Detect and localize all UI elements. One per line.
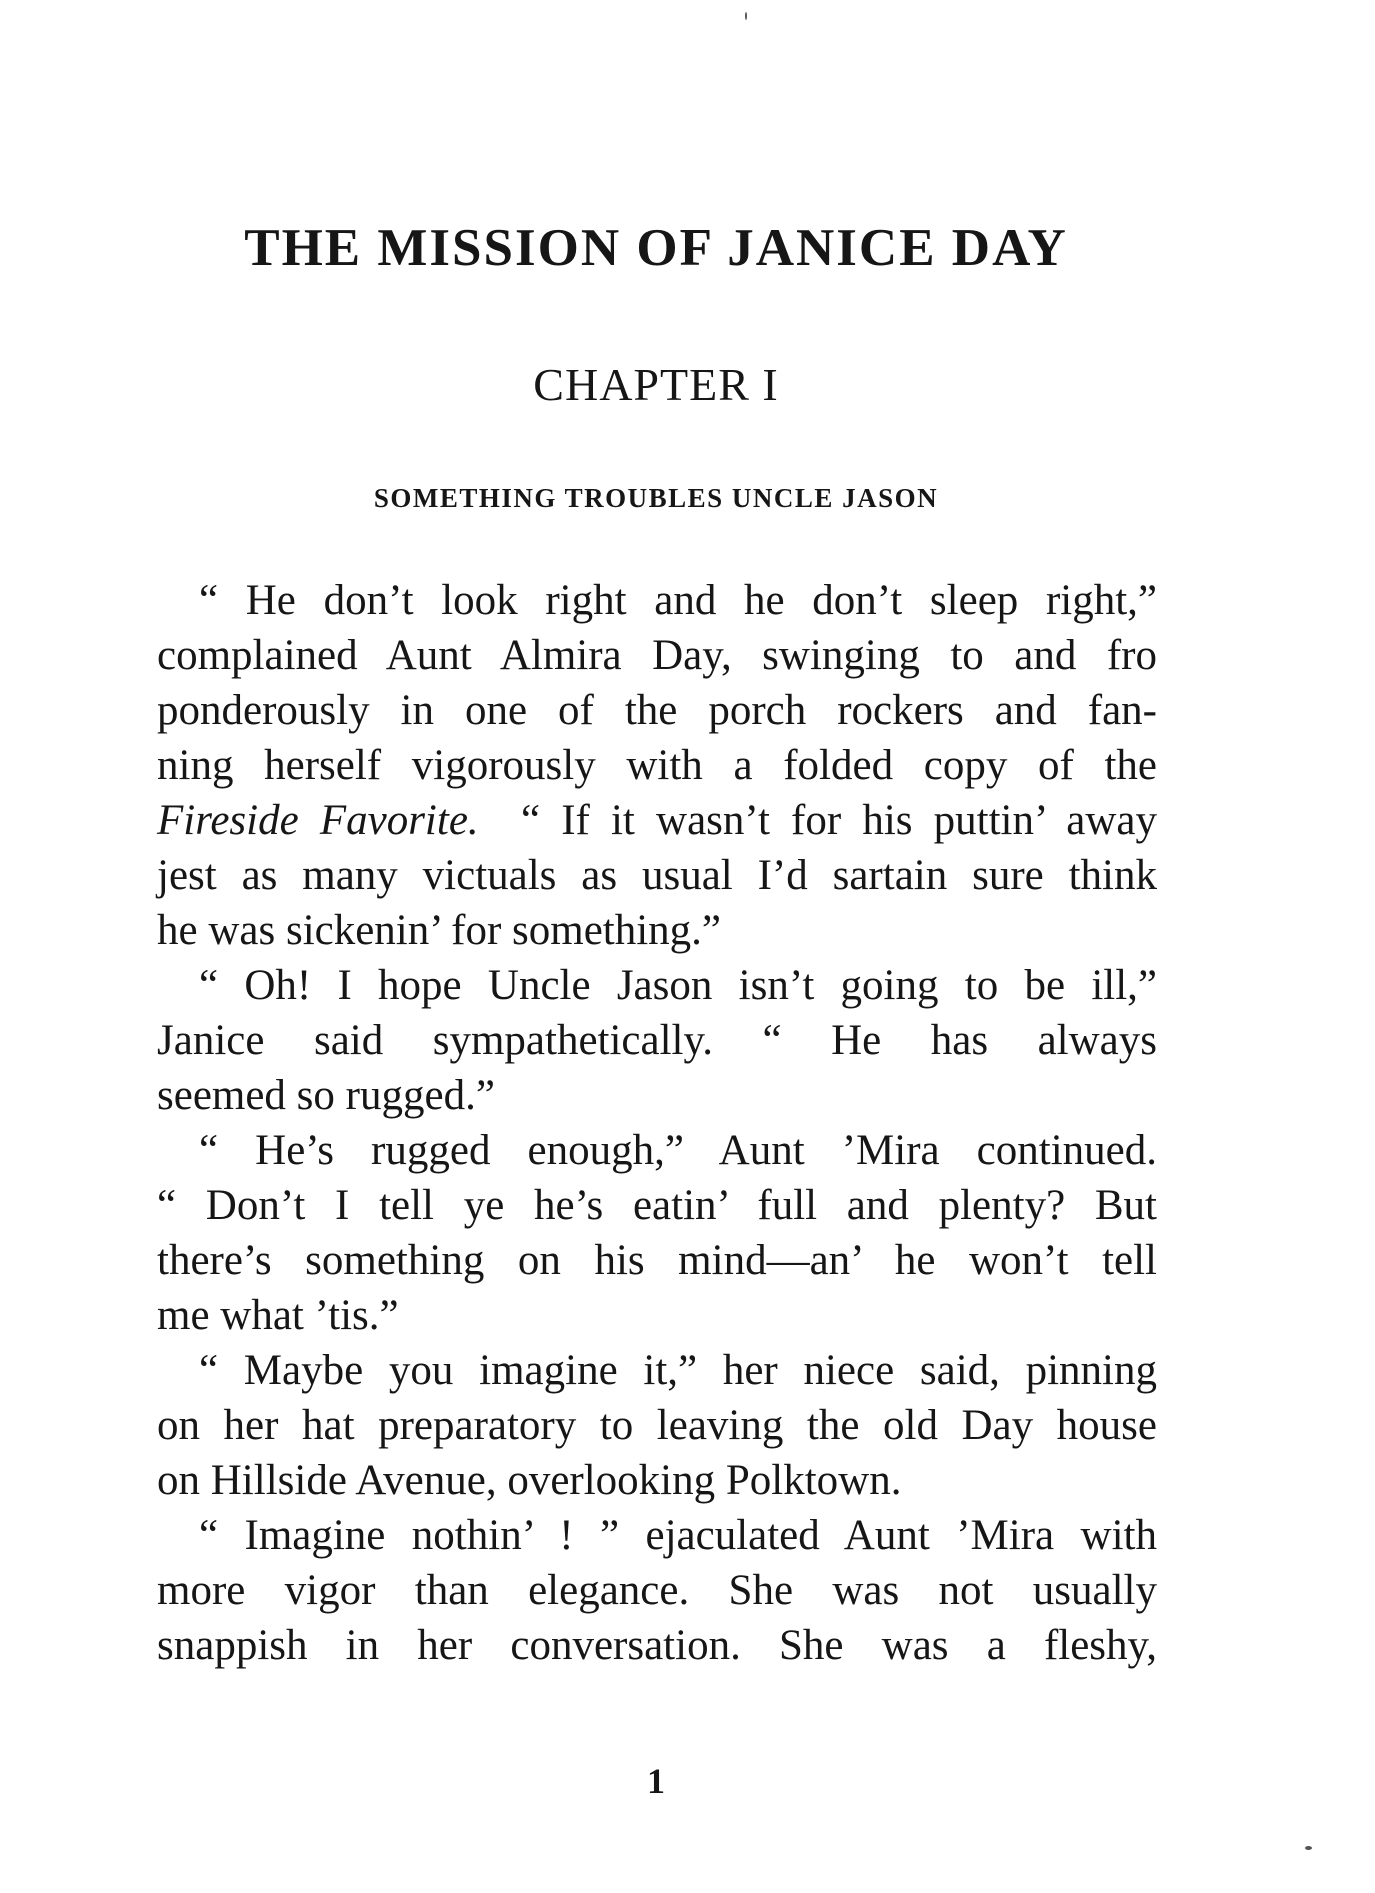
- text-line: “ He don’t look right and he don’t sleep right,”: [199, 577, 1157, 624]
- text-line: seemed so rugged.”: [157, 1072, 495, 1119]
- text-line: jest as many victuals as usual I’d sartain sure think: [157, 852, 1157, 899]
- ink-speck: [1305, 1846, 1312, 1850]
- text-line-with-italic-title: [157, 793, 1157, 848]
- text-line: “ Maybe you imagine it,” her niece said, pinning: [199, 1347, 1157, 1394]
- text-line: Janice said sympathetically. “ He has always: [157, 1017, 1157, 1064]
- text-line: on her hat preparatory to leaving the old Day house: [157, 1402, 1157, 1449]
- chapter-body-text: [157, 573, 1157, 1673]
- italic-periodical-title: Fireside Favorite.: [157, 797, 479, 844]
- ink-speck: [745, 12, 747, 20]
- text-line: there’s something on his mind—an’ he won’t tell: [157, 1237, 1157, 1284]
- text-line: “ Oh! I hope Uncle Jason isn’t going to be ill,”: [199, 962, 1157, 1009]
- text-line: “ He’s rugged enough,” Aunt ’Mira continued.: [199, 1127, 1157, 1174]
- text-line: ning herself vigorously with a folded copy of the: [157, 742, 1157, 789]
- page-number: 1: [647, 1761, 665, 1801]
- text-line: on Hillside Avenue, overlooking Polktown.: [157, 1457, 902, 1504]
- text-line: more vigor than elegance. She was not usually: [157, 1567, 1157, 1614]
- text-line: ponderously in one of the porch rockers and fan-: [157, 687, 1157, 734]
- book-title: THE MISSION OF JANICE DAY: [244, 219, 1068, 277]
- text-line: snappish in her conversation. She was a fleshy,: [157, 1622, 1157, 1669]
- text-line: complained Aunt Almira Day, swinging to and fro: [157, 632, 1157, 679]
- text-line: he was sickenin’ for something.”: [157, 907, 722, 954]
- text-line-rest: “ If it wasn’t for his puttin’ away: [520, 797, 1157, 844]
- chapter-number: CHAPTER I: [533, 359, 779, 410]
- text-line: “ Don’t I tell ye he’s eatin’ full and plenty? But: [157, 1182, 1157, 1229]
- text-line: me what ’tis.”: [157, 1292, 399, 1339]
- text-line: “ Imagine nothin’ ! ” ejaculated Aunt ’Mira with: [199, 1512, 1157, 1559]
- chapter-title: SOMETHING TROUBLES UNCLE JASON: [373, 483, 939, 513]
